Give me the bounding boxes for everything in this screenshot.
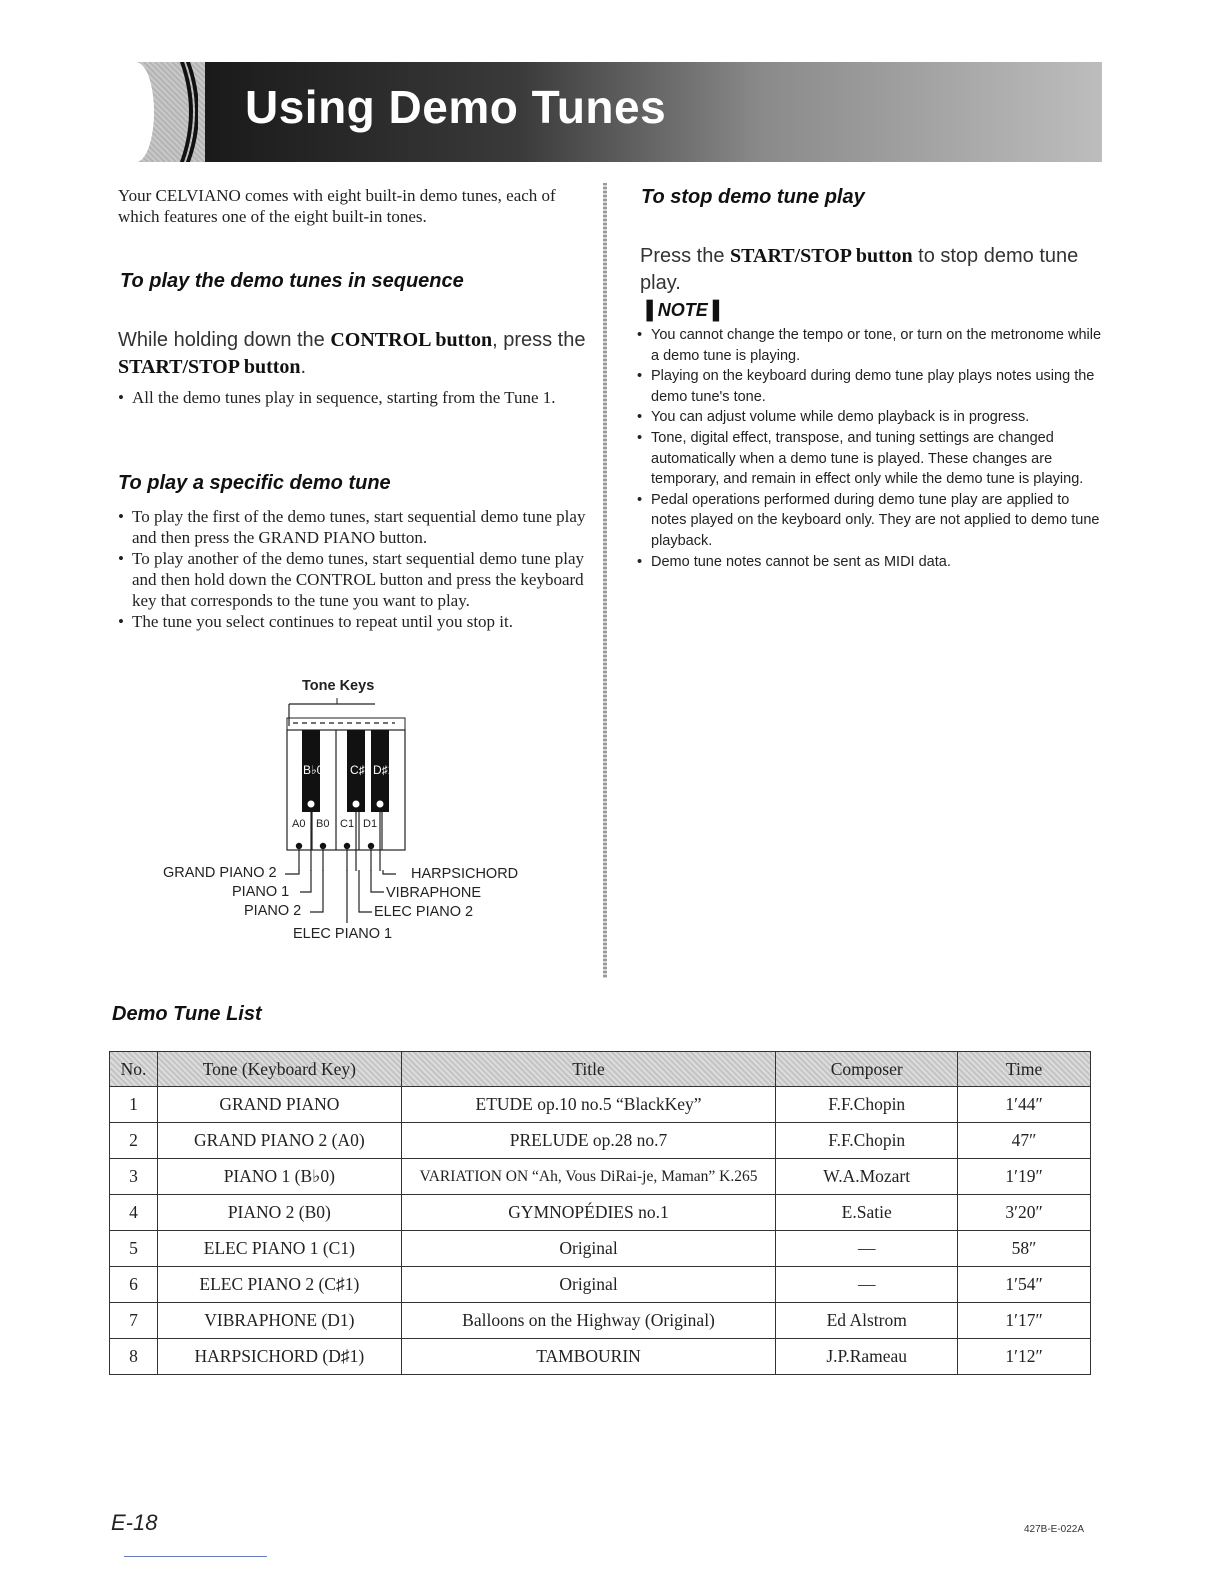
list-item: • To play another of the demo tunes, start sequential demo tune play and then hold down the CONTROL button and press the keyboard key that corresponds to the tune you want to play. bbox=[118, 548, 588, 611]
tone-label-grand-piano-2: GRAND PIANO 2 bbox=[163, 865, 277, 881]
white-key-label: C1 bbox=[340, 818, 355, 830]
table-row bbox=[110, 1303, 1091, 1339]
cell-title: VARIATION ON “Ah, Vous DiRai-je, Maman” K.265 bbox=[401, 1159, 776, 1195]
cell-tone: ELEC PIANO 1 (C1) bbox=[157, 1231, 401, 1267]
stop-instr-text-2: to stop demo tune play. bbox=[640, 245, 1079, 294]
cell-tone: PIANO 1 (B♭0) bbox=[157, 1159, 401, 1195]
note-heading-mark: ▌ bbox=[707, 300, 726, 320]
stop-instr-text-1: Press the bbox=[640, 245, 731, 267]
list-item: • Tone, digital effect, transpose, and tuning settings are changed automatically when a demo tune is played. These changes are temporary, and remain in effect only while the demo tune is playing. bbox=[637, 428, 1103, 490]
tone-keys-title: Tone Keys bbox=[302, 678, 375, 694]
cell-time: 1′54″ bbox=[958, 1267, 1091, 1303]
cell-tone: ELEC PIANO 2 (C♯1) bbox=[157, 1267, 401, 1303]
table-row bbox=[110, 1195, 1091, 1231]
column-divider bbox=[603, 183, 607, 978]
control-button-ref: CONTROL button bbox=[330, 329, 493, 351]
cell-composer: Ed Alstrom bbox=[776, 1303, 958, 1339]
list-item: • Playing on the keyboard during demo tune play plays notes using the demo tune's tone. bbox=[637, 366, 1103, 407]
table-row bbox=[110, 1231, 1091, 1267]
sequence-instr-text-1: While holding down the bbox=[118, 329, 331, 351]
cell-tone: HARPSICHORD (D♯1) bbox=[157, 1339, 401, 1375]
sequence-instr-text-2: , press the bbox=[492, 329, 586, 351]
cell-tone: VIBRAPHONE (D1) bbox=[157, 1303, 401, 1339]
cell-title: PRELUDE op.28 no.7 bbox=[401, 1123, 776, 1159]
cell-composer: — bbox=[776, 1231, 958, 1267]
cell-time: 3′20″ bbox=[958, 1195, 1091, 1231]
start-stop-button-ref: START/STOP button bbox=[730, 245, 913, 267]
cell-composer: — bbox=[776, 1267, 958, 1303]
sequence-instruction bbox=[118, 327, 598, 381]
list-item: • To play the first of the demo tunes, start sequential demo tune play and then press the GRAND PIANO button. bbox=[118, 506, 588, 548]
list-item: • You cannot change the tempo or tone, or turn on the metronome while a demo tune is playing. bbox=[637, 325, 1103, 366]
page-title: Using Demo Tunes bbox=[245, 81, 667, 133]
table-row bbox=[110, 1087, 1091, 1123]
cell-title: TAMBOURIN bbox=[401, 1339, 776, 1375]
list-item: • Pedal operations performed during demo tune play are applied to notes played on the keyboard only. They are not applied to demo tune playback. bbox=[637, 490, 1103, 552]
intro-paragraph: Your CELVIANO comes with eight built-in demo tunes, each of which features one of the eight built-in tones. bbox=[118, 186, 556, 226]
white-key-label: D1 bbox=[363, 818, 378, 830]
cell-title: Original bbox=[401, 1231, 776, 1267]
tone-label-harpsichord: HARPSICHORD bbox=[411, 866, 519, 882]
cell-composer: J.P.Rameau bbox=[776, 1339, 958, 1375]
table-row bbox=[110, 1123, 1091, 1159]
white-key-label: A0 bbox=[292, 818, 306, 830]
cell-no: 2 bbox=[110, 1123, 158, 1159]
stop-heading: To stop demo tune play bbox=[641, 186, 865, 208]
specific-bullets bbox=[118, 506, 588, 632]
tone-label-piano-2: PIANO 2 bbox=[244, 903, 302, 919]
table-row bbox=[110, 1339, 1091, 1375]
note-heading-mark: ▐ bbox=[640, 300, 658, 320]
cell-time: 1′12″ bbox=[958, 1339, 1091, 1375]
cell-composer: E.Satie bbox=[776, 1195, 958, 1231]
list-item: • You can adjust volume while demo playback is in progress. bbox=[637, 407, 1103, 428]
cell-time: 1′17″ bbox=[958, 1303, 1091, 1339]
table-row bbox=[110, 1159, 1091, 1195]
cell-no: 4 bbox=[110, 1195, 158, 1231]
list-item: • Demo tune notes cannot be sent as MIDI data. bbox=[637, 552, 1103, 573]
footer-rule bbox=[124, 1556, 267, 1557]
stop-instruction bbox=[640, 243, 1110, 297]
specific-heading: To play a specific demo tune bbox=[118, 472, 391, 494]
note-heading bbox=[640, 300, 726, 321]
cell-no: 5 bbox=[110, 1231, 158, 1267]
cell-title: GYMNOPÉDIES no.1 bbox=[401, 1195, 776, 1231]
cell-composer: F.F.Chopin bbox=[776, 1123, 958, 1159]
sequence-heading: To play the demo tunes in sequence bbox=[120, 270, 464, 292]
sequence-instr-text-3: . bbox=[300, 356, 307, 378]
note-heading-text: NOTE bbox=[657, 300, 708, 320]
column-header: Composer bbox=[776, 1052, 958, 1087]
sequence-bullets bbox=[118, 387, 588, 408]
tone-label-elec-piano-2: ELEC PIANO 2 bbox=[374, 904, 474, 920]
white-key-label: B0 bbox=[316, 818, 330, 830]
cell-time: 47″ bbox=[958, 1123, 1091, 1159]
table-header-row bbox=[110, 1052, 1091, 1087]
start-stop-button-ref: START/STOP button bbox=[118, 356, 301, 378]
column-header: Tone (Keyboard Key) bbox=[157, 1052, 401, 1087]
document-code: 427B-E-022A bbox=[1024, 1524, 1085, 1535]
black-key-label: D♯1 bbox=[373, 763, 395, 777]
tone-label-elec-piano-1: ELEC PIANO 1 bbox=[293, 926, 393, 942]
cell-no: 6 bbox=[110, 1267, 158, 1303]
table-row bbox=[110, 1267, 1091, 1303]
tone-label-vibraphone: VIBRAPHONE bbox=[386, 885, 482, 901]
cell-time: 58″ bbox=[958, 1231, 1091, 1267]
cell-no: 8 bbox=[110, 1339, 158, 1375]
cell-no: 1 bbox=[110, 1087, 158, 1123]
cell-composer: W.A.Mozart bbox=[776, 1159, 958, 1195]
banner-bracket-ornament bbox=[118, 62, 154, 162]
cell-tone: GRAND PIANO 2 (A0) bbox=[157, 1123, 401, 1159]
column-header: Title bbox=[401, 1052, 776, 1087]
cell-title: Original bbox=[401, 1267, 776, 1303]
note-list bbox=[637, 325, 1103, 572]
black-key-label: B♭0 bbox=[303, 763, 324, 777]
list-item: • All the demo tunes play in sequence, starting from the Tune 1. bbox=[118, 387, 588, 408]
column-header: No. bbox=[110, 1052, 158, 1087]
tone-keys-diagram bbox=[285, 696, 410, 871]
cell-tone: PIANO 2 (B0) bbox=[157, 1195, 401, 1231]
cell-title: ETUDE op.10 no.5 “BlackKey” bbox=[401, 1087, 776, 1123]
column-header: Time bbox=[958, 1052, 1091, 1087]
black-key-label: C♯1 bbox=[350, 763, 372, 777]
cell-tone: GRAND PIANO bbox=[157, 1087, 401, 1123]
cell-title: Balloons on the Highway (Original) bbox=[401, 1303, 776, 1339]
demo-list-heading: Demo Tune List bbox=[112, 1003, 262, 1025]
page-number: E-18 bbox=[111, 1510, 158, 1535]
cell-no: 3 bbox=[110, 1159, 158, 1195]
banner-double-bracket-ornament bbox=[158, 62, 198, 162]
cell-composer: F.F.Chopin bbox=[776, 1087, 958, 1123]
tone-label-piano-1: PIANO 1 bbox=[232, 884, 290, 900]
cell-time: 1′44″ bbox=[958, 1087, 1091, 1123]
list-item: • The tune you select continues to repeat until you stop it. bbox=[118, 611, 588, 632]
demo-tune-table bbox=[109, 1051, 1091, 1375]
cell-no: 7 bbox=[110, 1303, 158, 1339]
cell-time: 1′19″ bbox=[958, 1159, 1091, 1195]
